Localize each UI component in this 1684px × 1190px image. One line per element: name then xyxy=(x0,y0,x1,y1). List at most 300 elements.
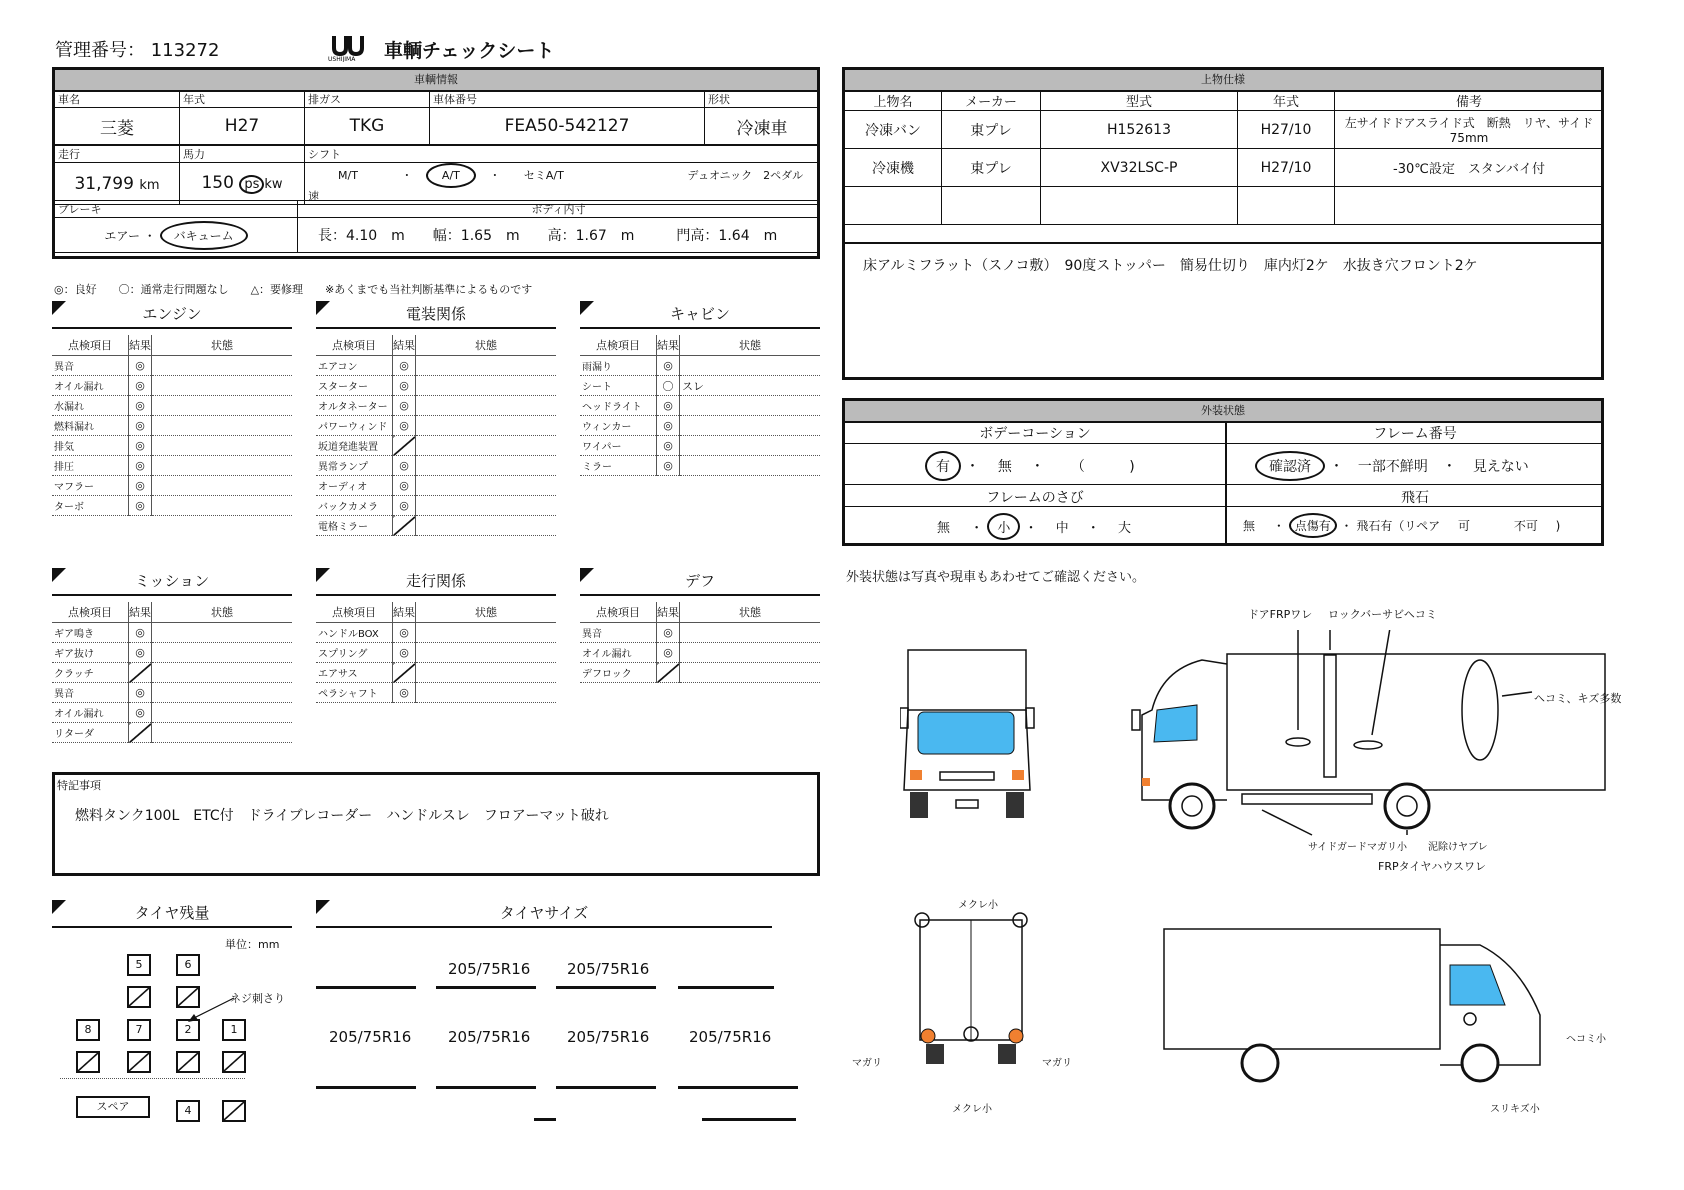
col-result: 結果 xyxy=(657,335,680,356)
check-item: 水漏れ xyxy=(52,396,129,416)
check-state xyxy=(152,396,293,416)
check-state xyxy=(416,643,557,663)
col-item: 点検項目 xyxy=(52,335,129,356)
kw-unit: kw xyxy=(264,177,283,192)
check-row xyxy=(580,376,820,396)
shift-at-circled: A/T xyxy=(426,163,476,188)
check-item: マフラー xyxy=(52,476,129,496)
tire-size-rear: 205/75R16 xyxy=(448,1028,531,1046)
check-item: エアサス xyxy=(316,663,393,683)
check-item: 燃料漏れ xyxy=(52,416,129,436)
legend: ◎：良好 〇：通常走行問題なし △：要修理 ※あくまでも当社判断基準によるものです xyxy=(54,283,533,296)
tire-pos-7: 7 xyxy=(127,1019,151,1041)
stone-none: 無 xyxy=(1243,519,1256,533)
damage-peel-bottom: メクレ小 xyxy=(952,1104,992,1115)
check-result: ◎ xyxy=(657,456,680,476)
running-table xyxy=(316,602,556,703)
check-row xyxy=(316,376,556,396)
damage-scratch-small: スリキズ小 xyxy=(1490,1104,1540,1115)
spec-cell: H27/10 xyxy=(1238,149,1335,187)
check-item: 電格ミラー xyxy=(316,516,393,536)
check-result: ◎ xyxy=(129,496,152,516)
rust-none: 無 xyxy=(937,521,951,536)
check-state xyxy=(152,723,293,743)
section-engine xyxy=(52,301,292,516)
spec-cell: H27/10 xyxy=(1238,111,1335,149)
spec-cell: H152613 xyxy=(1041,111,1238,149)
check-state xyxy=(152,683,293,703)
check-item: ヘッドライト xyxy=(580,396,657,416)
check-item: オルタネーター xyxy=(316,396,393,416)
vehicle-mileage: 31,799 xyxy=(74,173,134,194)
check-result: ◎ xyxy=(657,396,680,416)
body-dimensions: 長：4.10 m 幅：1.65 m 高：1.67 m 門高：1.64 m xyxy=(298,218,820,253)
brake-cell: エアー ・ バキューム xyxy=(55,218,298,253)
check-item: パワーウィンド xyxy=(316,416,393,436)
spec-cell: 左サイドドアスライド式 断熱 リヤ、サイド 75mm xyxy=(1335,111,1604,149)
check-item: スプリング xyxy=(316,643,393,663)
check-result: ◎ xyxy=(657,643,680,663)
section-running xyxy=(316,568,556,703)
check-row xyxy=(52,496,292,516)
check-row xyxy=(316,456,556,476)
spec-cell xyxy=(1238,187,1335,225)
spec-cell: 冷凍機 xyxy=(845,149,942,187)
check-row xyxy=(316,643,556,663)
damage-side-guard: サイドガードマガリ小 xyxy=(1308,842,1407,853)
damage-dents-many: ヘコミ、キズ多数 xyxy=(1534,692,1622,705)
check-result xyxy=(393,436,416,456)
spec-cell: 東プレ xyxy=(942,149,1041,187)
damage-frp-tirehouse: FRPタイヤハウスワレ xyxy=(1378,860,1487,873)
label-body-inner: ボディ内寸 xyxy=(298,201,820,218)
col-item: 点検項目 xyxy=(580,335,657,356)
rust-large: 大 xyxy=(1117,521,1131,536)
mgmt-number: 管理番号： 113272 xyxy=(55,40,220,61)
check-state: スレ xyxy=(680,376,821,396)
check-item: エアコン xyxy=(316,356,393,376)
check-row xyxy=(316,623,556,643)
frame-no-label: フレーム番号 xyxy=(1373,426,1457,442)
check-row xyxy=(580,356,820,376)
label-maker: 車名 xyxy=(55,91,180,108)
check-state xyxy=(152,416,293,436)
section-title: デフ xyxy=(580,568,820,596)
col-state: 状態 xyxy=(152,335,293,356)
check-state xyxy=(152,623,293,643)
check-state xyxy=(680,663,821,683)
company-logo xyxy=(328,34,370,62)
body-spec-panel xyxy=(842,67,1604,380)
tire-pos-6: 6 xyxy=(176,954,200,976)
check-row xyxy=(52,723,292,743)
check-row xyxy=(52,476,292,496)
check-row xyxy=(580,436,820,456)
damage-mudguard: 泥除けヤブレ xyxy=(1428,842,1488,853)
tire-empty xyxy=(127,986,151,1008)
check-state xyxy=(680,396,821,416)
km-unit: km xyxy=(139,177,160,193)
stone-scratch-circled: 点傷有 xyxy=(1289,513,1337,538)
check-result: ◎ xyxy=(393,496,416,516)
check-item: ハンドルBOX xyxy=(316,623,393,643)
spec-cell xyxy=(1041,187,1238,225)
tire-pos-5: 5 xyxy=(127,954,151,976)
check-result: ◎ xyxy=(393,456,416,476)
stone-repair: 飛石有（リペア xyxy=(1356,519,1441,533)
section-title: タイヤ残量 xyxy=(52,900,292,928)
spec-header-model: 型式 xyxy=(1041,91,1238,111)
check-result xyxy=(129,723,152,743)
check-state xyxy=(416,623,557,643)
tire-unit: 単位：mm xyxy=(225,938,280,951)
check-item: クラッチ xyxy=(52,663,129,683)
check-row xyxy=(52,623,292,643)
check-state xyxy=(416,396,557,416)
cabin-table xyxy=(580,335,820,476)
spec-cell xyxy=(1335,187,1604,225)
check-item: ギア抜け xyxy=(52,643,129,663)
label-hp: 馬力 xyxy=(180,146,305,163)
check-item: ペラシャフト xyxy=(316,683,393,703)
shift-semi: セミA/T xyxy=(523,169,564,182)
damage-bend-left: マガリ xyxy=(852,1058,882,1069)
body-spec-table xyxy=(844,90,1604,225)
check-result xyxy=(657,663,680,683)
check-item: 異常ランプ xyxy=(316,456,393,476)
check-row xyxy=(316,663,556,683)
check-item: 排圧 xyxy=(52,456,129,476)
check-item: リターダ xyxy=(52,723,129,743)
col-item: 点検項目 xyxy=(52,602,129,623)
tire-pos-8: 8 xyxy=(76,1019,100,1041)
mileage-cell xyxy=(55,163,180,205)
check-item: デフロック xyxy=(580,663,657,683)
vehicle-hp: 150 xyxy=(201,173,234,193)
stone-options: 無 ・ 点傷有 ・ 飛石有（リペア 可 不可 ) xyxy=(1243,513,1560,538)
spec-cell: XV32LSC-P xyxy=(1041,149,1238,187)
check-result: ◎ xyxy=(129,623,152,643)
vehicle-info-table-3 xyxy=(54,200,820,253)
tire-empty xyxy=(222,1051,246,1073)
check-row xyxy=(316,356,556,376)
page-title: 車輌チェックシート xyxy=(384,40,555,62)
check-row xyxy=(316,396,556,416)
check-row xyxy=(52,416,292,436)
col-item: 点検項目 xyxy=(316,602,393,623)
check-state xyxy=(152,663,293,683)
check-state xyxy=(416,436,557,456)
section-electrical xyxy=(316,301,556,536)
section-tire-remain xyxy=(52,900,292,928)
brake-vacuum-circled: バキューム xyxy=(160,221,248,250)
check-item: オイル漏れ xyxy=(52,376,129,396)
rust-options: 無 ・ 小 ・ 中 ・ 大 xyxy=(937,513,1131,540)
section-mission xyxy=(52,568,292,743)
damage-bend-right: マガリ xyxy=(1042,1058,1072,1069)
col-state: 状態 xyxy=(416,335,557,356)
brake-air: エアー xyxy=(104,228,140,243)
col-result: 結果 xyxy=(393,602,416,623)
check-state xyxy=(680,456,821,476)
damage-rockbar: ロックバーサビヘコミ xyxy=(1328,608,1437,621)
check-item: ウィンカー xyxy=(580,416,657,436)
label-shift: シフト xyxy=(305,146,820,163)
check-state xyxy=(416,496,557,516)
electrical-table xyxy=(316,335,556,536)
check-row xyxy=(316,516,556,536)
check-result: ◎ xyxy=(129,476,152,496)
check-row xyxy=(580,456,820,476)
check-row xyxy=(316,496,556,516)
check-state xyxy=(680,623,821,643)
check-result: ◎ xyxy=(129,703,152,723)
check-item: ギア鳴き xyxy=(52,623,129,643)
check-item: 異音 xyxy=(52,683,129,703)
section-diff xyxy=(580,568,820,683)
frame-partial: 一部不鮮明 xyxy=(1357,459,1428,475)
section-tire-size xyxy=(316,900,772,928)
label-chassis: 車体番号 xyxy=(430,91,705,108)
check-state xyxy=(680,416,821,436)
coating-no: 無 xyxy=(997,459,1012,475)
engine-table xyxy=(52,335,292,516)
stone-label: 飛石 xyxy=(1401,490,1429,506)
spec-cell: -30℃設定 スタンバイ付 xyxy=(1335,149,1604,187)
check-state xyxy=(680,436,821,456)
check-result xyxy=(129,663,152,683)
diff-table xyxy=(580,602,820,683)
check-state xyxy=(416,416,557,436)
section-cabin xyxy=(580,301,820,476)
check-result: ◎ xyxy=(129,456,152,476)
check-item: ワイパー xyxy=(580,436,657,456)
tire-size-rear: 205/75R16 xyxy=(689,1028,772,1046)
check-row xyxy=(580,623,820,643)
section-title: キャビン xyxy=(580,301,820,329)
check-state xyxy=(416,476,557,496)
check-result: ◎ xyxy=(393,623,416,643)
check-row xyxy=(316,436,556,456)
section-title: ミッション xyxy=(52,568,292,596)
exterior-panel xyxy=(842,398,1604,546)
vehicle-emission: TKG xyxy=(305,108,430,145)
check-state xyxy=(152,643,293,663)
check-row xyxy=(316,683,556,703)
frame-no-options: 確認済 ・ 一部不鮮明 ・ 見えない xyxy=(1255,451,1529,481)
section-title: 走行関係 xyxy=(316,568,556,596)
body-spec-note: 床アルミフラット（スノコ敷） 90度ストッパー 簡易仕切り 庫内灯2ケ 水抜き穴フロント2ケ xyxy=(863,258,1478,274)
spec-header-year: 年式 xyxy=(1238,91,1335,111)
special-notes-panel xyxy=(52,772,820,876)
rust-label: フレームのさび xyxy=(986,490,1084,506)
vehicle-year: H27 xyxy=(180,108,305,145)
check-result: ◎ xyxy=(129,643,152,663)
check-result: ◎ xyxy=(393,376,416,396)
check-result: ◎ xyxy=(129,376,152,396)
coating-yes-circled: 有 xyxy=(925,451,961,481)
tire-spare: スペア xyxy=(76,1096,150,1118)
tire-size-rear: 205/75R16 xyxy=(567,1028,650,1046)
check-state xyxy=(152,376,293,396)
check-result: 〇 xyxy=(657,376,680,396)
tire-empty xyxy=(76,1051,100,1073)
section-title: エンジン xyxy=(52,301,292,329)
check-state xyxy=(152,703,293,723)
tire-empty xyxy=(127,1051,151,1073)
damage-door-frp: ドアFRPワレ xyxy=(1248,608,1313,621)
check-state xyxy=(416,683,557,703)
hp-cell xyxy=(180,163,305,205)
tire-screw-note: ネジ刺さり xyxy=(230,992,285,1005)
check-result: ◎ xyxy=(393,396,416,416)
vehicle-info-table xyxy=(54,90,820,145)
check-row xyxy=(316,416,556,436)
check-row xyxy=(52,703,292,723)
col-item: 点検項目 xyxy=(316,335,393,356)
tire-size-rear: 205/75R16 xyxy=(329,1028,412,1046)
label-mileage: 走行 xyxy=(55,146,180,163)
col-state: 状態 xyxy=(152,602,293,623)
check-row xyxy=(580,396,820,416)
col-state: 状態 xyxy=(416,602,557,623)
truck-front-view xyxy=(900,640,1050,840)
label-brake: ブレーキ xyxy=(55,201,298,218)
check-item: オイル漏れ xyxy=(52,703,129,723)
coating-options: 有 ・ 無 ・ （ ) xyxy=(925,451,1135,481)
col-state: 状態 xyxy=(680,335,821,356)
rust-medium: 中 xyxy=(1055,521,1069,536)
rust-small-circled: 小 xyxy=(987,513,1020,540)
spec-cell xyxy=(845,187,942,225)
check-state xyxy=(152,456,293,476)
vehicle-info-panel xyxy=(52,67,820,259)
check-item: オイル漏れ xyxy=(580,643,657,663)
truck-side-view xyxy=(1112,630,1612,840)
tire-size-front-left: 205/75R16 xyxy=(448,960,531,978)
check-result: ◎ xyxy=(129,356,152,376)
label-emission: 排ガス xyxy=(305,91,430,108)
check-item: バックカメラ xyxy=(316,496,393,516)
special-notes-title: 特記事項 xyxy=(57,779,101,792)
check-result: ◎ xyxy=(393,476,416,496)
check-item: ターボ xyxy=(52,496,129,516)
check-result: ◎ xyxy=(657,356,680,376)
check-row xyxy=(52,396,292,416)
check-state xyxy=(416,516,557,536)
check-item: 坂道発進装置 xyxy=(316,436,393,456)
tire-size-front-right: 205/75R16 xyxy=(567,960,650,978)
check-result: ◎ xyxy=(657,623,680,643)
frame-confirmed-circled: 確認済 xyxy=(1255,451,1325,481)
check-row xyxy=(52,643,292,663)
vehicle-info-table-2 xyxy=(54,145,820,205)
col-result: 結果 xyxy=(657,602,680,623)
check-row xyxy=(580,643,820,663)
check-result: ◎ xyxy=(393,683,416,703)
tire-empty xyxy=(222,1100,246,1122)
check-result: ◎ xyxy=(129,436,152,456)
body-spec-title: 上物仕様 xyxy=(845,70,1601,92)
check-row xyxy=(52,456,292,476)
col-item: 点検項目 xyxy=(580,602,657,623)
shift-mt: M/T xyxy=(338,169,358,182)
tire-empty xyxy=(176,1051,200,1073)
vehicle-maker: 三菱 xyxy=(55,108,180,145)
check-result: ◎ xyxy=(657,416,680,436)
col-state: 状態 xyxy=(680,602,821,623)
mission-table xyxy=(52,602,292,743)
spec-cell: 冷凍バン xyxy=(845,111,942,149)
col-result: 結果 xyxy=(129,602,152,623)
logo-text: USHIJIMA xyxy=(328,56,356,62)
check-item: 排気 xyxy=(52,436,129,456)
vehicle-chassis: FEA50-542127 xyxy=(430,108,705,145)
truck-side-view-right xyxy=(1160,925,1550,1085)
check-item: オーディオ xyxy=(316,476,393,496)
col-result: 結果 xyxy=(393,335,416,356)
check-row xyxy=(316,476,556,496)
check-row xyxy=(52,663,292,683)
check-result: ◎ xyxy=(129,396,152,416)
col-result: 結果 xyxy=(129,335,152,356)
vehicle-info-title: 車輌情報 xyxy=(55,70,817,92)
spec-header-name: 上物名 xyxy=(845,91,942,111)
check-row xyxy=(52,376,292,396)
spec-cell xyxy=(942,187,1041,225)
check-item: ミラー xyxy=(580,456,657,476)
exterior-note: 外装状態は写真や現車もあわせてご確認ください。 xyxy=(846,570,1146,585)
section-title: 電装関係 xyxy=(316,301,556,329)
shift-cell: M/T ・ A/T ・ セミA/T デュオニック 2ペダル 速 xyxy=(305,163,820,205)
exterior-title: 外装状態 xyxy=(845,401,1601,423)
tire-pos-1: 1 xyxy=(222,1019,246,1041)
label-shape: 形状 xyxy=(705,91,820,108)
section-title: タイヤサイズ xyxy=(316,900,772,928)
check-row xyxy=(52,436,292,456)
tire-pos-2: 2 xyxy=(176,1019,200,1041)
spec-cell: 東プレ xyxy=(942,111,1041,149)
check-state xyxy=(416,376,557,396)
spec-header-maker: メーカー xyxy=(942,91,1041,111)
check-row xyxy=(52,356,292,376)
truck-rear-view xyxy=(912,910,1032,1070)
check-result: ◎ xyxy=(393,356,416,376)
check-item: 異音 xyxy=(52,356,129,376)
check-state xyxy=(416,456,557,476)
check-result: ◎ xyxy=(393,643,416,663)
label-year: 年式 xyxy=(180,91,305,108)
check-result: ◎ xyxy=(393,416,416,436)
vehicle-shape: 冷凍車 xyxy=(705,108,820,145)
damage-dent-small: ヘコミ小 xyxy=(1566,1034,1606,1045)
damage-peel-top: メクレ小 xyxy=(958,900,998,911)
spec-header-note: 備考 xyxy=(1335,91,1604,111)
shift-extra: デュオニック 2ペダル 速 xyxy=(308,169,815,203)
check-state xyxy=(152,496,293,516)
coating-label: ボデーコーション xyxy=(979,426,1091,442)
check-result xyxy=(393,663,416,683)
check-row xyxy=(580,663,820,683)
check-result: ◎ xyxy=(657,436,680,456)
check-state xyxy=(416,663,557,683)
check-item: 異音 xyxy=(580,623,657,643)
check-state xyxy=(680,356,821,376)
check-item: スターター xyxy=(316,376,393,396)
check-state xyxy=(416,356,557,376)
ps-unit-circled: ps xyxy=(239,175,264,194)
check-row xyxy=(580,416,820,436)
